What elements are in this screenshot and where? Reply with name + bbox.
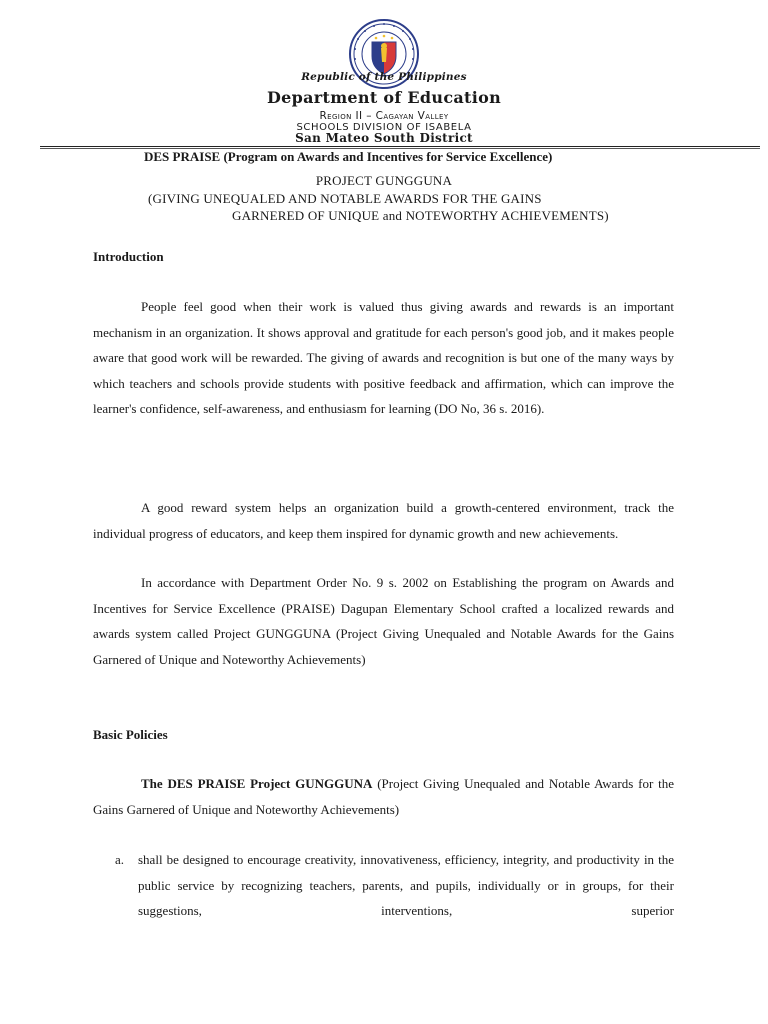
basic-policies-heading: Basic Policies xyxy=(93,727,168,742)
basic-policies-lead-bold: The DES PRAISE Project GUNGGUNA xyxy=(141,776,373,791)
project-subtitle-line2: GARNERED OF UNIQUE and NOTEWORTHY ACHIEVEMENTS) xyxy=(232,208,609,223)
basic-policies-lead-rest: (Project Giving Unequaled and Notable Awards for the Gains Garnered of Unique and Noteworthy Achievements) xyxy=(93,776,674,817)
intro-paragraph-1: People feel good when their work is valued thus giving awards and rewards is an important mechanism in an organization. It shows approval and gratitude for each person's good job, and it makes people aware that good work will be rewarded. The giving of awards and recognition is but one of the many ways by which teachers and schools provide students with positive feedback and affirmation, which can improve the learner's confidence, self-awareness, and enthusiasm for learning (DO No, 36 s. 2016). xyxy=(93,299,674,416)
header-divider xyxy=(40,146,760,147)
intro-paragraph-3: In accordance with Department Order No. 9 s. 2002 on Establishing the program on Awards and Incentives for Service Excellence (PRAISE) Dagupan Elementary School crafted a localized rewards and awards system called Project GUNGGUNA (Project Giving Unequaled and Notable Awards for the Gains Garnered of Unique and Noteworthy Achievements) xyxy=(93,575,674,667)
project-title: PROJECT GUNGGUNA xyxy=(315,173,453,188)
letterhead-department: Department of Education xyxy=(266,88,502,107)
letterhead-region: Region II – Cagayan Valley xyxy=(319,110,449,122)
letterhead-republic: Republic of the Philippines xyxy=(301,71,467,83)
letterhead-district: San Mateo South District xyxy=(295,131,473,145)
intro-paragraph-2: A good reward system helps an organization build a growth-centered environment, track the individual progress of educators, and keep them inspired for dynamic growth and new achievements. xyxy=(93,500,674,541)
letterhead-division: SCHOOLS DIVISION OF ISABELA xyxy=(296,122,472,133)
list-item-marker: a. xyxy=(115,852,125,867)
basic-policies-lead xyxy=(93,771,674,822)
list-item-text: shall be designed to encourage creativity, innovativeness, efficiency, integrity, and productivity in the public service by recognizing teachers, parents, and pupils, individually or in groups, for their suggestions, interventions, superior xyxy=(138,852,674,918)
project-subtitle-line1: (GIVING UNEQUALED AND NOTABLE AWARDS FOR THE GAINS xyxy=(148,191,542,206)
program-title: DES PRAISE (Program on Awards and Incentives for Service Excellence) xyxy=(144,149,553,164)
introduction-heading: Introduction xyxy=(93,249,164,264)
